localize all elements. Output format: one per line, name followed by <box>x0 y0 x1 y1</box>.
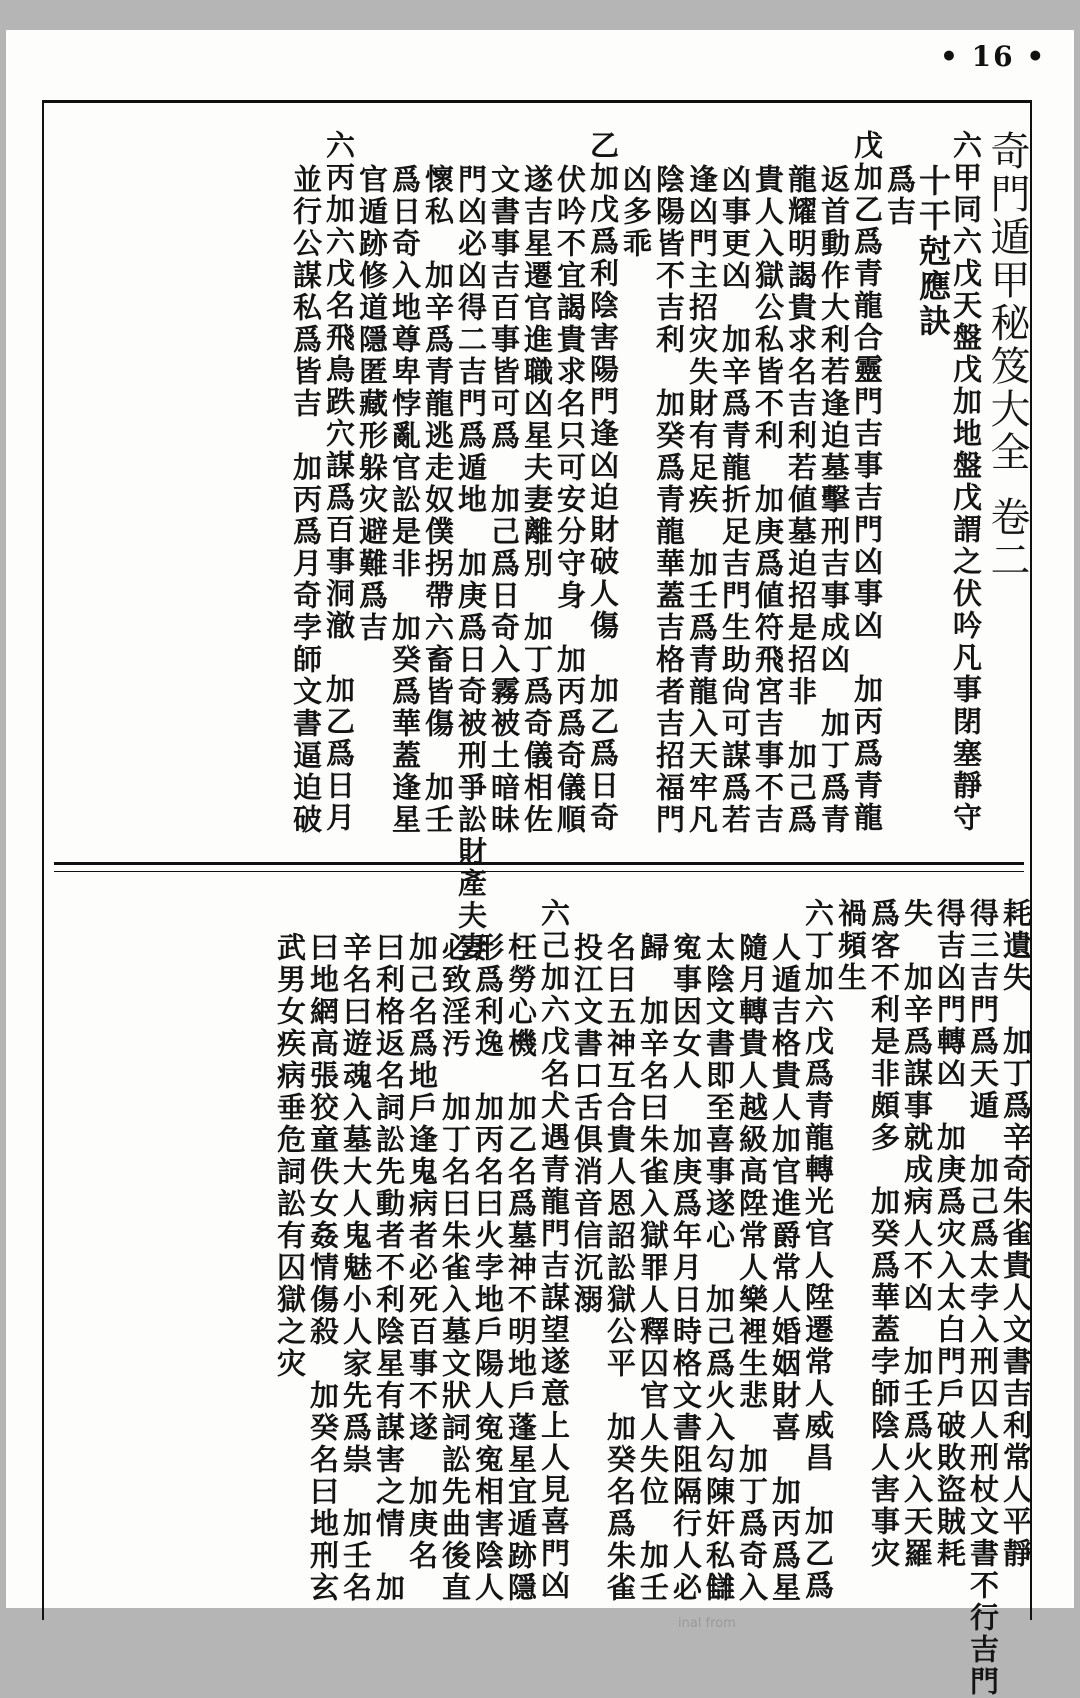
text-column: 枉勞心機 加乙名爲墓神不明地戶蓬星宜遁跡隱 <box>504 932 538 1604</box>
text-column: 六甲同六戊天盤戊加地盤戊謂之伏吟凡事閉塞靜守 <box>949 130 983 834</box>
text-column: 爲日奇入地尊卑悖亂官訟是非 加癸爲華蓋逢星 <box>388 164 422 836</box>
text-column: 遂吉星遷官進職凶星夫妻離別 加丁爲奇儀相佐 <box>520 164 554 836</box>
text-column: 戊加乙爲青龍合靈門吉事吉門凶事凶 加丙爲青龍 <box>850 130 884 834</box>
text-column: 得三吉門爲天遁 加己爲太孛入刑囚人刑杖文書不行吉門 <box>966 898 1000 1698</box>
text-column: 爲吉 <box>883 164 917 228</box>
text-column: 必致淫汚 加丁名曰朱雀入墓文狀詞訟先曲後直 <box>438 932 472 1604</box>
text-column: 加己名爲地戶逢鬼病者必死百事不遂 加庚名 <box>405 932 439 1572</box>
text-column: 爲客不利是非頗多 加癸爲華蓋孛師陰人害事灾 <box>867 898 901 1570</box>
section-heading: 十干尅應訣 <box>914 164 952 339</box>
bottom-text-block <box>273 898 1033 1698</box>
text-column: 凶事更凶 加辛爲青龍折足吉門生助尙可謀爲若 <box>718 164 752 836</box>
text-column: 陰陽皆不吉利 加癸爲青龍華蓋吉格者吉招福門 <box>652 164 686 836</box>
text-column: 貴人入獄公私皆不利 加庚爲値符飛宮吉事不吉 <box>751 164 785 836</box>
text-column: 耗遺失 加丁爲辛奇朱雀貴人文書吉利常人平靜 <box>999 898 1033 1570</box>
text-column: 返首動作大利若逢迫墓擊刑吉事成凶 加丁爲青 <box>817 164 851 836</box>
volume-label: 卷二 <box>984 496 1030 582</box>
text-column: 曰利格返名詞訟先動者不利陰星有謀害之情 加 <box>372 932 406 1604</box>
text-column: 並行公謀私爲皆吉 加丙爲月奇孛師文書逼迫破 <box>289 164 323 836</box>
book-title: 奇門遁甲秘笈大全 <box>984 130 1030 474</box>
text-column: 六丁加六戊爲青龍轉光官人陞遷常人威昌 加乙爲 <box>801 898 835 1602</box>
page-sheet <box>6 30 1074 1698</box>
text-column: 名曰五神互合貴人恩詔訟獄公平 加癸名爲朱雀 <box>603 932 637 1604</box>
text-column: 六丙加六戊名飛鳥跌穴謀爲百事洞澈 加乙爲日月 <box>322 130 356 834</box>
text-column: 乙加戊爲利陰害陽門逢凶迫財破人傷 加乙爲日奇 <box>586 130 620 834</box>
text-column: 隨月轉貴人越級高陞常人樂裡生悲 加丁爲奇入 <box>735 932 769 1604</box>
text-column: 失 加辛爲謀事就成病人不凶 加壬爲火入天羅 <box>900 898 934 1570</box>
text-column: 伏吟不宜謁貴求名只可安分守身 加丙爲奇儀順 <box>553 164 587 836</box>
text-column: 曰地網高張狡童佚女姦情傷殺 加癸名曰地刑玄 <box>306 932 340 1604</box>
text-column: 太陰文書即至喜事遂心 加己爲火入勾陳奸私讎 <box>702 932 736 1604</box>
text-column: 六己加六戊名犬遇青龍門吉謀望遂意上人見喜門凶 <box>537 898 571 1602</box>
text-column: 人遁吉格貴人加官進爵常人婚姻財喜 加丙爲星 <box>768 932 802 1604</box>
text-column: 文書事吉百事皆可爲 加己爲日奇入霧被土暗昧 <box>487 164 521 836</box>
scan-watermark: inal from <box>678 1616 736 1631</box>
page-number: • 16 • <box>940 40 1047 73</box>
text-column: 凶多乖 <box>619 164 653 260</box>
book-title-column <box>982 130 1032 854</box>
text-column: 武男女疾病垂危詞訟有囚獄之灾 <box>273 932 307 1380</box>
section-divider-thin <box>54 871 1024 872</box>
text-column: 龍耀明謁貴求名吉利若値墓迫招是招非 加己爲 <box>784 164 818 836</box>
text-column: 辛名曰遊魂入墓大人鬼魅小人家先爲祟 加壬名 <box>339 932 373 1604</box>
text-column: 逢凶門主招灾失財有足疾 加壬爲青龍入天牢凡 <box>685 164 719 836</box>
text-column: 官遁跡修道隱匿藏形躲灾避難爲吉 <box>355 164 389 644</box>
text-column: 歸 加辛名曰朱雀入獄罪人釋囚官人失位 加壬 <box>636 932 670 1604</box>
text-column: 門凶必凶得二吉門爲遁地 加庚爲日奇被刑爭訟財產夫妻 <box>454 164 488 964</box>
text-column: 懷私 加辛爲青龍逃走奴僕拐帶六畜皆傷 加壬 <box>421 164 455 836</box>
text-column: 得吉凶門轉凶 加庚爲灾入太白門戶破敗盜賊耗 <box>933 898 967 1570</box>
text-column: 投江文書口舌俱消音信沉溺 <box>570 932 604 1316</box>
section-divider-thick <box>54 862 1024 865</box>
text-column: 寃事因女人 加庚爲年月日時格文書阻隔行人必 <box>669 932 703 1604</box>
text-column: 禍頻生 <box>834 898 868 994</box>
text-column: 形爲利逸 加丙名曰火孛地戶陽人寃寃相害陰人 <box>471 932 505 1604</box>
